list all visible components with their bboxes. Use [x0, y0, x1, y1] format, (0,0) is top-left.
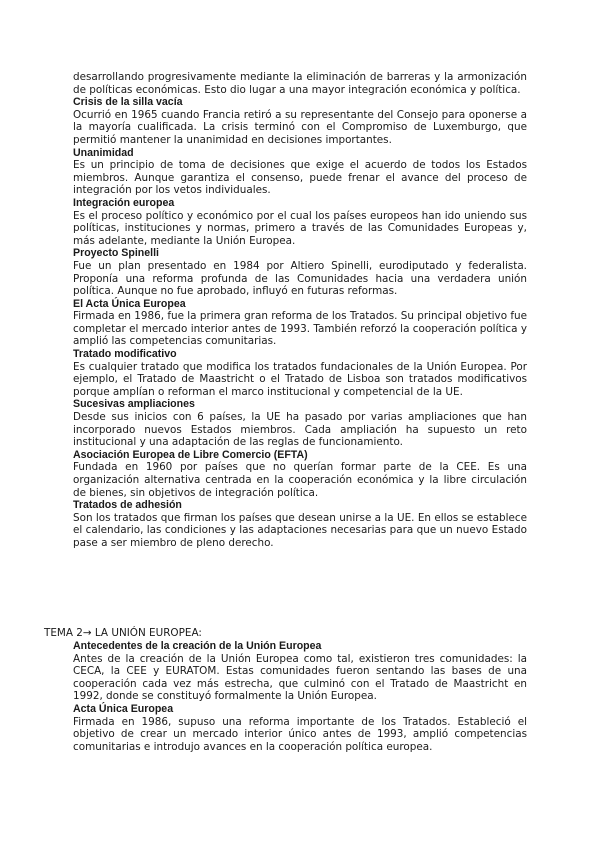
heading-crisis-silla-vacia: Crisis de la silla vacía [73, 96, 183, 109]
section-list [73, 71, 527, 550]
heading-unanimidad: Unanimidad [73, 146, 134, 159]
heading-antecedentes: Antecedentes de la creación de la Unión Europea [73, 640, 322, 652]
text-proyecto-spinelli: Fue un plan presentado en 1984 por Altiero Spinelli, eurodiputado y federalista. Proponía una reforma profunda de las Comunidades hacia una verdadera unión política. Aunque no fue aprobado, influyó en futuras reformas. [73, 259, 527, 298]
tema-section-list [73, 640, 527, 753]
text-acta-unica-2: Firmada en 1986, supuso una reforma importante de los Tratados. Estableció el objetivo de crear un mercado interior único antes de 1993, amplió competencias comunitarias e introdujo avances en la cooperación política europea. [73, 715, 527, 753]
heading-tratado-modificativo: Tratado modificativo [73, 348, 177, 361]
intro-paragraph: desarrollando progresivamente mediante la eliminación de barreras y la armonización de políticas económicas. Esto dio lugar a una mayor integración económica y política. [73, 71, 527, 96]
heading-tratados-adhesion: Tratados de adhesión [73, 499, 182, 512]
text-crisis-silla-vacia: Ocurrió en 1965 cuando Francia retiró a su representante del Consejo para oponerse a la mayoría cualificada. La crisis terminó con el Compromiso de Luxemburgo, que permitió mantener la unanimidad en decisiones importantes. [73, 108, 527, 146]
text-integracion-europea: Es el proceso político y económico por el cual los países europeos han ido uniendo sus políticas, instituciones y normas, primero a través de las Comunidades Europeas y, más adelante, mediante la Unión Europea. [73, 209, 527, 247]
heading-acta-unica-2: Acta Única Europea [73, 702, 174, 715]
text-antecedentes: Antes de la creación de la Unión Europea como tal, existieron tres comunidades: la CECA, la CEE y EURATOM. Estas comunidades fueron sentando las bases de una cooperación cada vez más estrecha, que culminó con el Tratado de Maastricht en 1992, donde se constituyó formalmente la Unión Europea. [73, 652, 527, 703]
heading-efta: Asociación Europea de Libre Comercio (EFTA) [73, 448, 308, 461]
text-acta-unica: Firmada en 1986, fue la primera gran reforma de los Tratados. Su principal objetivo fue completar el mercado interior antes de 1993. También reforzó la cooperación política y amplió las competencias comunitarias. [73, 310, 527, 348]
text-tratados-adhesion: Son los tratados que firman los países que desean unirse a la UE. En ellos se establece el calendario, las condiciones y las adaptaciones necesarias para que un nuevo Estado pase a ser miembro de pleno derecho. [73, 511, 527, 549]
text-sucesivas-ampliaciones: Desde sus inicios con 6 países, la UE ha pasado por varias ampliaciones que han incorporado nuevos Estados miembros. Cada ampliación ha supuesto un reto institucional y una adaptación de las reglas de funcionamiento. [73, 411, 527, 449]
heading-sucesivas-ampliaciones: Sucesivas ampliaciones [73, 398, 195, 411]
text-efta: Fundada en 1960 por países que no querían formar parte de la CEE. Es una organización alternativa centrada en la cooperación económica y la libre circulación de bienes, sin objetivos de integración política. [73, 461, 527, 499]
heading-proyecto-spinelli: Proyecto Spinelli [73, 247, 159, 260]
text-tratado-modificativo: Es cualquier tratado que modifica los tratados fundacionales de la Unión Europea. Por ejemplo, el Tratado de Maastricht o el Tratado de Lisboa son tratados modificativos porque amplían o reforman el marco institucional y competencial de la UE. [73, 360, 527, 398]
text-unanimidad: Es un principio de toma de decisiones que exige el acuerdo de todos los Estados miembros. Aunque garantiza el consenso, puede frenar el avance del proceso de integración por los vetos individuales. [73, 159, 527, 197]
heading-integracion-europea: Integración europea [73, 196, 175, 209]
heading-acta-unica: El Acta Única Europea [73, 297, 186, 310]
tema-title: TEMA 2→ LA UNIÓN EUROPEA: [44, 627, 202, 639]
